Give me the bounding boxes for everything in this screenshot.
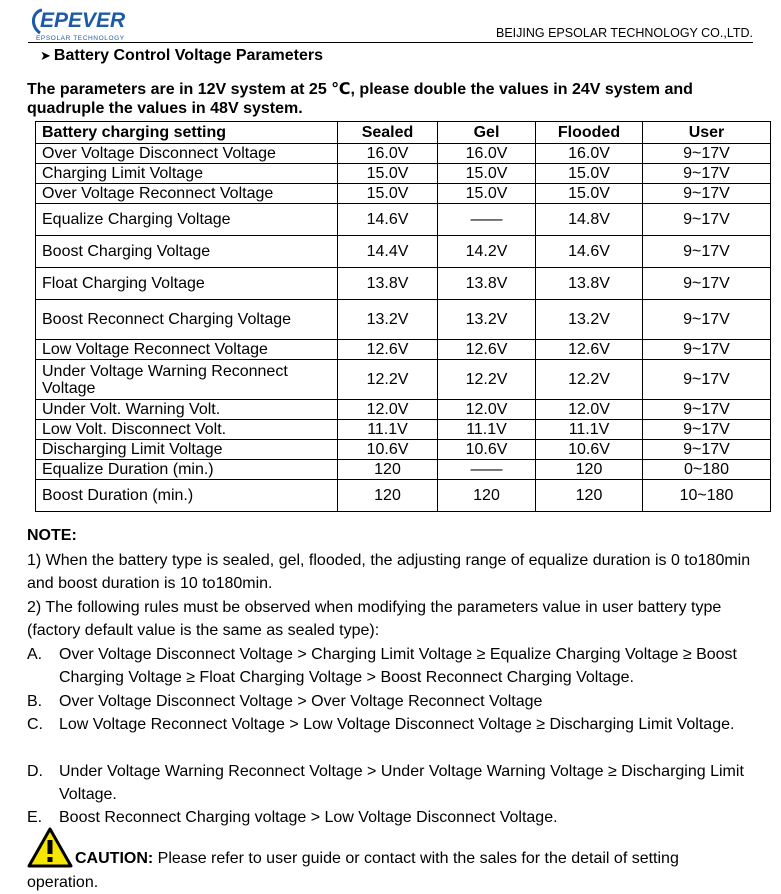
- intro-paragraph: The parameters are in 12V system at 25 ℃, please double the values in 24V system and quadruple the values in 48V system.: [27, 81, 693, 117]
- user-value: 9~17V: [643, 360, 771, 400]
- user-value: 9~17V: [643, 268, 771, 300]
- gel-value: 12.2V: [438, 360, 536, 400]
- column-header: Battery charging setting: [36, 122, 338, 144]
- sealed-value: 15.0V: [338, 184, 438, 204]
- row-label: Boost Charging Voltage: [36, 236, 338, 268]
- table-row: [36, 144, 771, 164]
- flooded-value: 11.1V: [536, 420, 643, 440]
- flooded-value: 15.0V: [536, 164, 643, 184]
- user-value: 10~180: [643, 480, 771, 512]
- gel-value: 14.2V: [438, 236, 536, 268]
- logo-subtext: EPSOLAR TECHNOLOGY: [36, 35, 125, 42]
- row-label: Under Voltage Warning Reconnect Voltage: [36, 360, 338, 400]
- header-divider: [28, 42, 753, 43]
- flooded-value: 14.8V: [536, 204, 643, 236]
- row-label: Low Volt. Disconnect Volt.: [36, 420, 338, 440]
- gel-value: 12.0V: [438, 400, 536, 420]
- user-value: 9~17V: [643, 300, 771, 340]
- parameters-table: [35, 121, 771, 512]
- user-value: 9~17V: [643, 164, 771, 184]
- column-header: Sealed: [338, 122, 438, 144]
- column-header: Flooded: [536, 122, 643, 144]
- gel-value: ——: [438, 460, 536, 480]
- user-value: 9~17V: [643, 144, 771, 164]
- flooded-value: 13.2V: [536, 300, 643, 340]
- logo-text: EPEVER: [40, 9, 126, 32]
- table-header-row: [36, 122, 771, 144]
- gel-value: 15.0V: [438, 164, 536, 184]
- flooded-value: 12.0V: [536, 400, 643, 420]
- gel-value: ——: [438, 204, 536, 236]
- user-value: 9~17V: [643, 420, 771, 440]
- table-row: [36, 420, 771, 440]
- sealed-value: 11.1V: [338, 420, 438, 440]
- table-row: [36, 400, 771, 420]
- gel-value: 13.2V: [438, 300, 536, 340]
- rule-text: Boost Reconnect Charging voltage > Low Voltage Disconnect Voltage.: [59, 809, 558, 826]
- sealed-value: 14.6V: [338, 204, 438, 236]
- table-row: [36, 340, 771, 360]
- sealed-value: 15.0V: [338, 164, 438, 184]
- sealed-value: 14.4V: [338, 236, 438, 268]
- table-row: [36, 268, 771, 300]
- brand-logo: [28, 6, 128, 44]
- gel-value: 11.1V: [438, 420, 536, 440]
- row-label: Boost Reconnect Charging Voltage: [36, 300, 338, 340]
- column-header: User: [643, 122, 771, 144]
- sealed-value: 10.6V: [338, 440, 438, 460]
- gel-value: 10.6V: [438, 440, 536, 460]
- rule-text: Under Voltage Warning Reconnect Voltage > Under Voltage Warning Voltage ≥ Discharging Limit Voltage.: [59, 763, 744, 803]
- section-title-text: Battery Control Voltage Parameters: [53, 47, 324, 64]
- user-value: 9~17V: [643, 236, 771, 268]
- table-row: [36, 236, 771, 268]
- rule-item-a: [27, 643, 755, 689]
- gel-value: 16.0V: [438, 144, 536, 164]
- note-heading: NOTE:: [27, 527, 77, 544]
- gel-value: 120: [438, 480, 536, 512]
- table-row: [36, 440, 771, 460]
- sealed-value: 12.6V: [338, 340, 438, 360]
- rule-letter: C.: [27, 716, 43, 733]
- note-paragraph-1: 1) When the battery type is sealed, gel, flooded, the adjusting range of equalize duration is 0 to180min and boost duration is 10 to180min.: [27, 552, 751, 592]
- warning-triangle-icon: [27, 826, 73, 868]
- sealed-value: 120: [338, 460, 438, 480]
- company-name: BEIJING EPSOLAR TECHNOLOGY CO.,LTD.: [495, 26, 753, 40]
- rule-text: Low Voltage Reconnect Voltage > Low Voltage Disconnect Voltage ≥ Discharging Limit Voltage.: [59, 716, 735, 733]
- row-label: Over Voltage Disconnect Voltage: [36, 144, 338, 164]
- flooded-value: 15.0V: [536, 184, 643, 204]
- rule-item-e: [27, 806, 755, 829]
- flooded-value: 12.2V: [536, 360, 643, 400]
- table-row: [36, 460, 771, 480]
- table-row: [36, 164, 771, 184]
- gel-value: 13.8V: [438, 268, 536, 300]
- user-value: 9~17V: [643, 204, 771, 236]
- row-label: Low Voltage Reconnect Voltage: [36, 340, 338, 360]
- sealed-value: 16.0V: [338, 144, 438, 164]
- user-value: 9~17V: [643, 184, 771, 204]
- flooded-value: 13.8V: [536, 268, 643, 300]
- rule-letter: A.: [27, 646, 43, 663]
- caution-line-1: [75, 847, 679, 870]
- sealed-value: 12.2V: [338, 360, 438, 400]
- note-paragraph-2: 2) The following rules must be observed when modifying the parameters value in user battery type (factory default value is the same as sealed type):: [27, 599, 722, 639]
- row-label: Under Volt. Warning Volt.: [36, 400, 338, 420]
- rule-text: Over Voltage Disconnect Voltage > Over Voltage Reconnect Voltage: [59, 693, 543, 710]
- flooded-value: 120: [536, 460, 643, 480]
- sealed-value: 12.0V: [338, 400, 438, 420]
- section-title: [40, 47, 323, 65]
- rule-letter: E.: [27, 809, 43, 826]
- table-row: [36, 480, 771, 512]
- row-label: Charging Limit Voltage: [36, 164, 338, 184]
- column-header: Gel: [438, 122, 536, 144]
- rule-letter: B.: [27, 693, 43, 710]
- sealed-value: 13.8V: [338, 268, 438, 300]
- user-value: 0~180: [643, 460, 771, 480]
- table-row: [36, 360, 771, 400]
- gel-value: 12.6V: [438, 340, 536, 360]
- user-value: 9~17V: [643, 440, 771, 460]
- rule-text: Over Voltage Disconnect Voltage > Charging Limit Voltage ≥ Equalize Charging Voltage ≥ Boost Charging Voltage ≥ Float Charging Voltage > Boost Reconnect Charging Voltage.: [59, 646, 737, 686]
- flooded-value: 10.6V: [536, 440, 643, 460]
- sealed-value: 13.2V: [338, 300, 438, 340]
- row-label: Equalize Duration (min.): [36, 460, 338, 480]
- sealed-value: 120: [338, 480, 438, 512]
- row-label: Over Voltage Reconnect Voltage: [36, 184, 338, 204]
- gel-value: 15.0V: [438, 184, 536, 204]
- user-value: 9~17V: [643, 340, 771, 360]
- caution-line-2: operation.: [27, 874, 99, 891]
- flooded-value: 120: [536, 480, 643, 512]
- caution-text: Please refer to user guide or contact with the sales for the detail of setting: [157, 850, 679, 867]
- table-row: [36, 204, 771, 236]
- rule-item-c: [27, 713, 755, 736]
- flooded-value: 16.0V: [536, 144, 643, 164]
- row-label: Discharging Limit Voltage: [36, 440, 338, 460]
- flooded-value: 14.6V: [536, 236, 643, 268]
- row-label: Float Charging Voltage: [36, 268, 338, 300]
- rule-item-d: [27, 760, 755, 806]
- flooded-value: 12.6V: [536, 340, 643, 360]
- rule-item-b: [27, 690, 755, 713]
- caution-label: CAUTION:: [75, 850, 154, 867]
- table-row: [36, 184, 771, 204]
- table-row: [36, 300, 771, 340]
- arrow-bullet-icon: ➤: [40, 48, 51, 63]
- row-label: Boost Duration (min.): [36, 480, 338, 512]
- user-value: 9~17V: [643, 400, 771, 420]
- rule-letter: D.: [27, 763, 43, 780]
- row-label: Equalize Charging Voltage: [36, 204, 338, 236]
